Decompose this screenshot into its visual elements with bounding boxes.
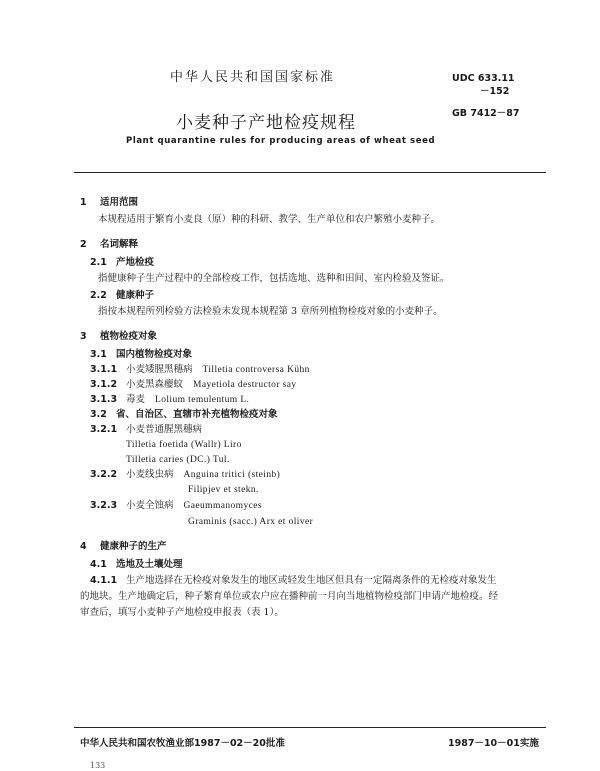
pest-chinese-name: 小麦全蚀病 [126,500,174,511]
pest-chinese-name: 小麦线虫病 [126,469,174,480]
clause-2-2-text: 指按本规程所列检验方法检验未发现本规程第 3 章所列植物检疫对象的小麦种子。 [98,306,443,317]
footer-divider [74,727,546,728]
clause-2-2-heading [90,290,154,302]
section-title: 植物检疫对象 [100,331,158,342]
section-2-heading [80,239,138,251]
udc-line-1: UDC 633.11 [452,73,515,84]
clause-title: 健康种子 [116,290,155,301]
pest-chinese-name: 小麦矮腥黑穗病 [126,364,193,375]
clause-3-1-2 [90,379,297,391]
clause-3-2-2 [90,469,280,481]
section-number: 4 [80,541,87,552]
section-title: 名词解释 [100,239,139,250]
clause-title: 国内植物检疫对象 [116,349,193,360]
clause-3-2-3-latin-2: Graminis (sacc.) Arx et oliver [188,517,314,527]
document-title: 小麦种子产地检疫规程 [176,113,356,133]
section-title: 适用范围 [100,197,139,208]
header-divider [74,172,546,173]
approval-info: 中华人民共和国农牧渔业部1987－02－20批准 [80,738,285,749]
clause-3-1-heading [90,349,192,361]
implementation-date: 1987－10－01实施 [448,738,539,749]
section-4-heading [80,541,167,553]
udc-line-2: －152 [480,86,510,97]
pest-chinese-name: 小麦普通腥黑穗病 [126,424,203,435]
clause-3-2-3 [90,500,262,512]
clause-2-1-text: 指健康种子生产过程中的全部检疫工作，包括选地、选种和田间、室内检验及签证。 [98,273,450,284]
clause-number: 4.1 [90,559,107,570]
clause-number: 3.2.2 [90,469,118,480]
clause-3-2-1-latin-2: Tilletia caries (DC.) Tul. [126,455,230,465]
clause-3-2-1-latin-1: Tilletia foetida (Wallr) Liro [126,440,242,450]
section-number: 3 [80,331,87,342]
clause-number: 2.1 [90,257,107,268]
pest-chinese-name: 小麦黑森瘿蚊 [126,379,184,390]
english-title: Plant quarantine rules for producing areas of wheat seed [126,136,436,146]
clause-3-1-3 [90,394,249,406]
clause-number: 3.1.2 [90,379,118,390]
section-1-text: 本规程适用于繁育小麦良（原）种的科研、教学、生产单位和农户繁殖小麦种子。 [98,214,441,225]
clause-4-1-1-line-1 [90,575,497,587]
clause-3-2-1 [90,424,202,436]
clause-number: 3.2.3 [90,500,118,511]
clause-3-2-2-latin-2: Filipjev et stekn. [188,485,259,495]
clause-number: 4.1.1 [90,575,118,586]
pest-latin-name: Gaeummanomyces [183,501,262,511]
clause-2-1-heading [90,257,154,269]
section-title: 健康种子的生产 [100,541,167,552]
clause-number: 3.1 [90,349,107,360]
section-1-heading [80,197,138,209]
clause-4-1-1-line-3: 审查后，填写小麦种子产地检疫申报表（表 1）。 [80,607,284,618]
section-number: 2 [80,239,87,250]
section-number: 1 [80,197,87,208]
pest-latin-name: Tilletia controversa Kühn [202,365,310,375]
clause-3-1-1 [90,364,310,376]
clause-title: 选地及土壤处理 [116,559,183,570]
page-number: 133 [90,761,106,770]
clause-number: 3.1.1 [90,364,118,375]
pest-latin-name: Mayetiola destructor say [193,380,297,390]
clause-number: 3.1.3 [90,394,118,405]
gb-standard-code: GB 7412－87 [452,108,520,119]
clause-text: 生产地选择在无检疫对象发生的地区或轻发生地区但具有一定隔离条件的无检疫对象发生 [126,575,497,586]
clause-title: 产地检疫 [116,257,155,268]
standard-category-title: 中华人民共和国国家标准 [170,70,336,85]
udc-code [452,72,515,98]
clause-3-2-heading [90,409,278,421]
clause-title: 省、自治区、直辖市补充植物检疫对象 [116,409,278,420]
clause-4-1-heading [90,559,183,571]
section-3-heading [80,331,157,343]
clause-number: 2.2 [90,290,107,301]
clause-number: 3.2 [90,409,107,420]
clause-4-1-1-line-2: 的地块。生产地确定后，种子繁育单位或农户应在播种前一月向当地植物检疫部门申请产地检疫。经 [80,591,499,602]
pest-chinese-name: 毒麦 [126,394,146,405]
pest-latin-name: Anguina tritici (steinb) [183,470,281,480]
pest-latin-name: Lolium temulentum L. [155,395,250,405]
clause-number: 3.2.1 [90,424,118,435]
